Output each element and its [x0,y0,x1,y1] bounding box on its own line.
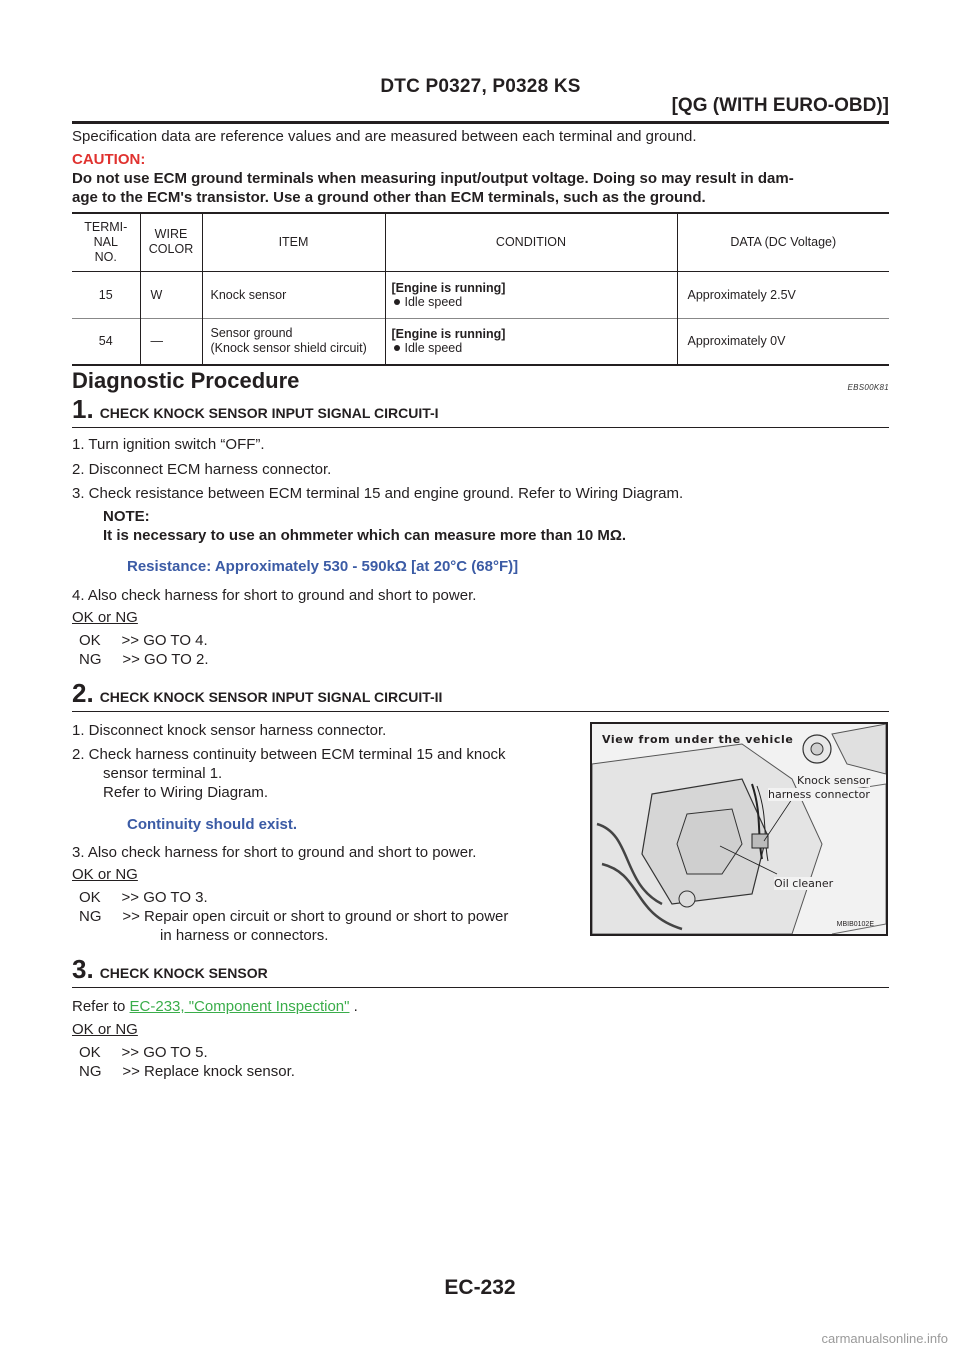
note-label: NOTE: [103,508,150,525]
cell-condition-bullet-text: Idle speed [404,294,463,309]
page-subtitle: [QG (WITH EURO-OBD)] [671,95,889,116]
engine-underside-illustration [592,724,886,934]
step-2-number: 2. [72,678,94,708]
col-terminal-h1: TERMI- [84,219,128,234]
table-header-row [72,213,889,271]
step-2-line-2b: sensor terminal 1. [103,765,223,782]
component-inspection-link[interactable]: EC-233, "Component Inspection" [129,998,350,1015]
bullet-icon [394,299,400,305]
step-2-ng: NG >> Repair open circuit or short to ground or short to power [79,908,509,925]
cell-item-line2: (Knock sensor shield circuit) [210,341,367,356]
figure-label-knock-2: harness connector [768,788,870,801]
cell-terminal: 15 [98,287,113,302]
knock-sensor-location-figure [590,722,888,936]
step-1-line-4: 4. Also check harness for short to ground and short to power. [72,587,477,604]
figure-label-oil: Oil cleaner [774,877,834,890]
header-rule [72,121,889,124]
step-3-header [72,954,889,988]
step-1-line-3: 3. Check resistance between ECM terminal 15 and engine ground. Refer to Wiring Diagram. [72,485,684,502]
col-terminal-header [72,213,140,271]
page-header [72,76,889,116]
cell-condition [385,271,677,318]
step-2-title: CHECK KNOCK SENSOR INPUT SIGNAL CIRCUIT-II [99,689,443,705]
step-3-refer-prefix: Refer to [72,998,130,1015]
cell-data: Approximately 2.5V [677,271,889,318]
step-1-ok: OK >> GO TO 4. [79,632,208,649]
col-wire-h2: COLOR [148,242,194,257]
cell-item [202,318,385,365]
step-2-line-2c: Refer to Wiring Diagram. [103,784,269,801]
cell-condition-bullet [392,295,671,309]
cell-condition-bullet [392,341,671,355]
col-terminal-h3: NO. [94,249,117,264]
continuity-spec: Continuity should exist. [127,816,298,833]
cell-item-line1: Sensor ground [210,326,293,341]
cell-data: Approximately 0V [677,318,889,365]
step-1-line-1: 1. Turn ignition switch “OFF”. [72,436,265,453]
caution-line-2: age to the ECM's transistor. Use a ground other than ECM terminals, such as the ground. [72,189,706,206]
cell-item-line1: Knock sensor [210,287,287,302]
cell-condition-bullet-text: Idle speed [404,341,463,356]
step-1-number: 1. [72,394,94,424]
step-2-ng-cont: in harness or connectors. [160,927,329,944]
table-row [72,271,889,318]
step-3-ok: OK >> GO TO 5. [79,1044,208,1061]
step-2-line-3: 3. Also check harness for short to ground and short to power. [72,844,477,861]
cell-condition [385,318,677,365]
step-2-ok-or-ng: OK or NG [72,866,138,883]
note-text: It is necessary to use an ohmmeter which can measure more than 10 MΩ. [103,527,627,544]
col-wire-h1: WIRE [154,227,188,242]
table-row [72,318,889,365]
step-3-ng: NG >> Replace knock sensor. [79,1063,295,1080]
figure-caption: View from under the vehicle [602,733,794,746]
figure-label-knock-1: Knock sensor [797,774,871,787]
step-3-refer-suffix: . [349,998,358,1015]
step-3-refer [72,997,358,1016]
watermark: carmanualsonline.info [821,1331,948,1346]
intro-text: Specification data are reference values and are measured between each terminal and ground. [72,128,697,145]
step-3-ok-or-ng: OK or NG [72,1021,138,1038]
cell-wire: — [140,318,202,365]
page-number: EC-232 [444,1276,516,1299]
bullet-icon [394,345,400,351]
cell-item [202,271,385,318]
step-3-title: CHECK KNOCK SENSOR [99,965,268,981]
step-2-ok: OK >> GO TO 3. [79,889,208,906]
caution-line-1: Do not use ECM ground terminals when measuring input/output voltage. Doing so may result in dam- [72,170,794,187]
step-1-title: CHECK KNOCK SENSOR INPUT SIGNAL CIRCUIT-I [99,405,439,421]
col-wire-header [140,213,202,271]
step-3-number: 3. [72,954,94,984]
col-item-header: ITEM [202,213,385,271]
section-code: EBS00K81 [847,383,889,392]
cell-terminal: 54 [98,334,113,349]
col-terminal-h2: NAL [93,234,118,249]
resistance-spec: Resistance: Approximately 530 - 590kΩ [at 20°C (68°F)] [127,558,519,575]
terminal-spec-table [72,212,889,366]
step-1-ng: NG >> GO TO 2. [79,651,209,668]
caution-block [72,150,889,207]
section-title: Diagnostic Procedure [72,368,300,393]
step-2-header [72,678,889,712]
step-2-line-2a: 2. Check harness continuity between ECM terminal 15 and knock [72,746,506,763]
page-title: DTC P0327, P0328 KS [380,76,581,97]
step-1-header [72,394,889,428]
step-1-line-2: 2. Disconnect ECM harness connector. [72,461,332,478]
col-condition-header: CONDITION [385,213,677,271]
col-data-header: DATA (DC Voltage) [677,213,889,271]
step-1-ok-or-ng: OK or NG [72,609,138,626]
figure-code: MBIB0102E [836,921,874,928]
cell-condition-head: [Engine is running] [391,280,506,295]
step-2-line-1: 1. Disconnect knock sensor harness connector. [72,722,387,739]
caution-label: CAUTION: [72,151,146,168]
cell-wire: W [140,271,202,318]
cell-condition-head: [Engine is running] [391,327,506,342]
